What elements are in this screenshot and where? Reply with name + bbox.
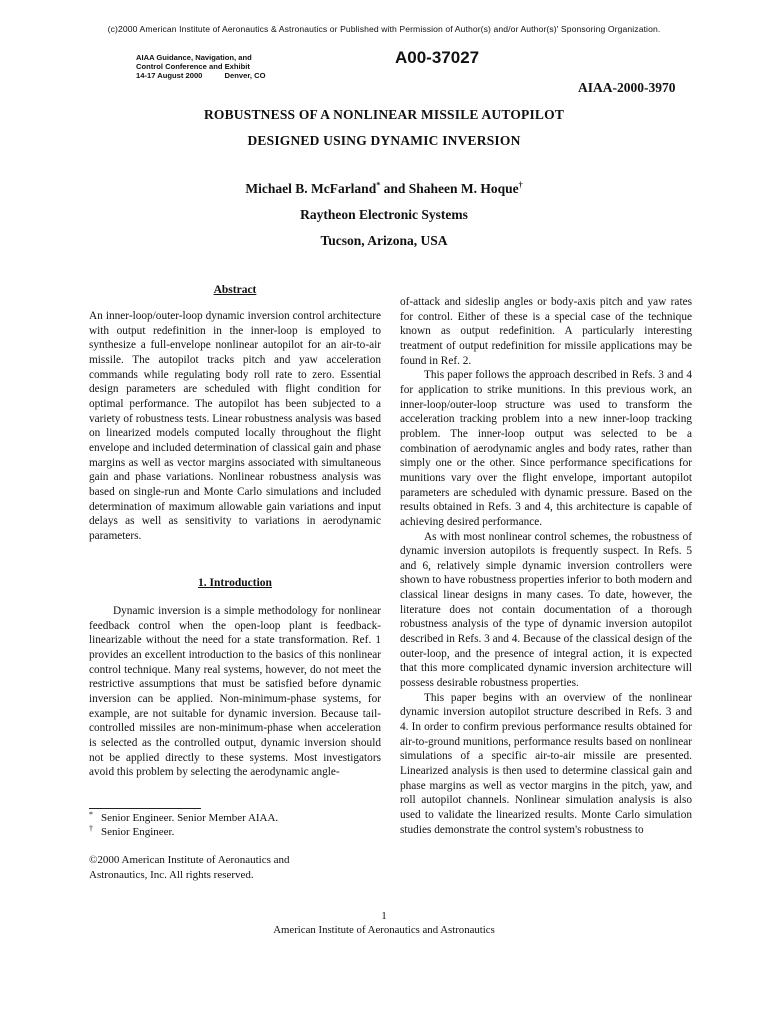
footnote-1-mark: *	[89, 810, 93, 819]
conference-info	[136, 53, 265, 80]
paper-title-line-2: DESIGNED USING DYNAMIC INVERSION	[247, 133, 521, 148]
author-2-footnote-mark: †	[518, 180, 523, 190]
abstract-heading: Abstract	[213, 284, 257, 296]
conference-dates: 14-17 August 2000	[136, 71, 203, 80]
footnotes	[89, 811, 381, 839]
footer-organization: American Institute of Aeronautics and Astronautics	[273, 924, 495, 936]
conference-line-1: AIAA Guidance, Navigation, and	[136, 53, 252, 62]
author-line	[0, 181, 768, 197]
conference-line-2: Control Conference and Exhibit	[136, 62, 250, 71]
copyright-line-2: Astronautics, Inc. All rights reserved.	[89, 869, 254, 881]
intro-paragraph-4: This paper begins with an overview of the nonlinear dynamic inversion autopilot structure described in Refs. 3 and 4. In order to confirm previous performance results obtained for air-to-ground munitions, performance results based on nonlinear simulations of a specific air-to-air missile are presented. Linearized analysis is then used to determine classical gain and phase margins as well as vector margins in the pitch, yaw, and roll autopilot channels. Nonlinear simulation analysis is also used to validate the linearized results. Monte Carlo simulation studies demonstrate the control system's robustness to	[400, 691, 692, 836]
copyright-line-1: ©2000 American Institute of Aeronautics and	[89, 854, 290, 866]
footnote-1-text: Senior Engineer. Senior Member AIAA.	[101, 812, 279, 824]
right-column	[400, 295, 692, 837]
copyright-banner: (c)2000 American Institute of Aeronautics & Astronautics or Published with Permission of Author(s) and/or Author(s)' Sponsoring Organization.	[107, 24, 661, 34]
footnote-2	[89, 825, 381, 839]
author-conjunction: and	[380, 181, 409, 196]
accession-number: A00-37027	[395, 48, 480, 67]
affiliation: Raytheon Electronic Systems	[300, 207, 468, 222]
footnote-2-mark: †	[89, 824, 93, 833]
footnote-2-text: Senior Engineer.	[101, 826, 175, 838]
author-1: Michael B. McFarland	[245, 181, 377, 196]
copyright-notice	[89, 853, 381, 883]
location: Tucson, Arizona, USA	[320, 233, 448, 248]
conference-city: Denver, CO	[224, 71, 266, 80]
intro-paragraph-1: Dynamic inversion is a simple methodology for nonlinear feedback control when the open-loop plant is feedback-linearizable without the need for a state transformation. Ref. 1 provides an excellent introduction to the basics of this nonlinear control technique. Many real systems, however, do not meet the restrictive assumptions that must be satisfied before dynamic inversion can be applied. Non-minimum-phase systems, for example, are not suitable for dynamic inversion. Because tail-controlled missiles are non-minimum-phase when acceleration is selected as the controlled output, dynamic inversion should not be applied directly to these systems. Most investigators avoid this problem by selecting the aerodynamic angle-	[89, 605, 381, 779]
conference-date-place	[136, 71, 265, 80]
intro-paragraph-3: As with most nonlinear control schemes, the robustness of dynamic inversion autopilots is frequently suspect. In Refs. 5 and 6, relatively simple dynamic inversion controllers were shown to have robustness properties inferior to both modern and classical linear designs in many cases. To date, however, the literature does not contain documentation of a thorough robustness analysis of the type of dynamic inversion autopilot described in Refs. 3 and 4. Because of the classical design of the outer-loop, and the presence of integral action, it is expected that this more complicated dynamic inversion architecture will possess desirable robustness properties.	[400, 530, 692, 690]
intro-paragraph-2: This paper follows the approach described in Refs. 3 and 4 for application to strike munitions. In this previous work, an inner-loop/outer-loop structure was used to transform the acceleration tracking problem into a new inner-loop tracking problem. The inner-loop output was selected to be a combination of aerodynamic angles and body rates, rather than simply one or the other. Since performance specifications for munitions vary over the flight envelope, important autopilot parameters are scheduled with dynamic pressure. Based on the results obtained in Refs. 3 and 4, this architecture is capable of achieving desired performance.	[400, 369, 692, 528]
page-number: 1	[381, 910, 387, 922]
footnote-1	[89, 811, 381, 825]
footnote-divider	[89, 808, 201, 809]
introduction-left-column	[89, 604, 381, 780]
abstract-body	[89, 309, 381, 544]
intro-paragraph-1-continued: of-attack and sideslip angles or body-axis pitch and yaw rates for control. Either of these is a special case of the technique known as output redefinition. A particularly interesting treatment of output redefinition for missile applications may be found in Ref. 2.	[400, 296, 692, 367]
introduction-heading: 1. Introduction	[198, 577, 272, 589]
abstract-paragraph: An inner-loop/outer-loop dynamic inversion control architecture with output redefinition in the inner-loop is employed to synthesize a full-envelope nonlinear autopilot for an air-to-air missile. The autopilot tracks pitch and yaw acceleration commands while regulating body roll rate to zero. Essential design parameters are scheduled with flight condition for optimal performance. The autopilot has been subjected to a variety of robustness tests. Linear robustness analysis was based on linearized models computed locally throughout the flight envelope and included determination of classical gain and phase margins as well as vector margins associated with simultaneous gain and phase variations. Nonlinear robustness analysis was based on single-run and Monte Carlo simulations and included determination of maximum allowable gain variations and input delays as well as sensitivity to variations in aerodynamic parameters.	[89, 310, 381, 542]
author-1-footnote-mark: *	[376, 180, 381, 190]
paper-title-line-1: ROBUSTNESS OF A NONLINEAR MISSILE AUTOPILOT	[203, 107, 565, 122]
author-2: Shaheen M. Hoque	[408, 181, 519, 196]
paper-number: AIAA-2000-3970	[578, 80, 676, 95]
